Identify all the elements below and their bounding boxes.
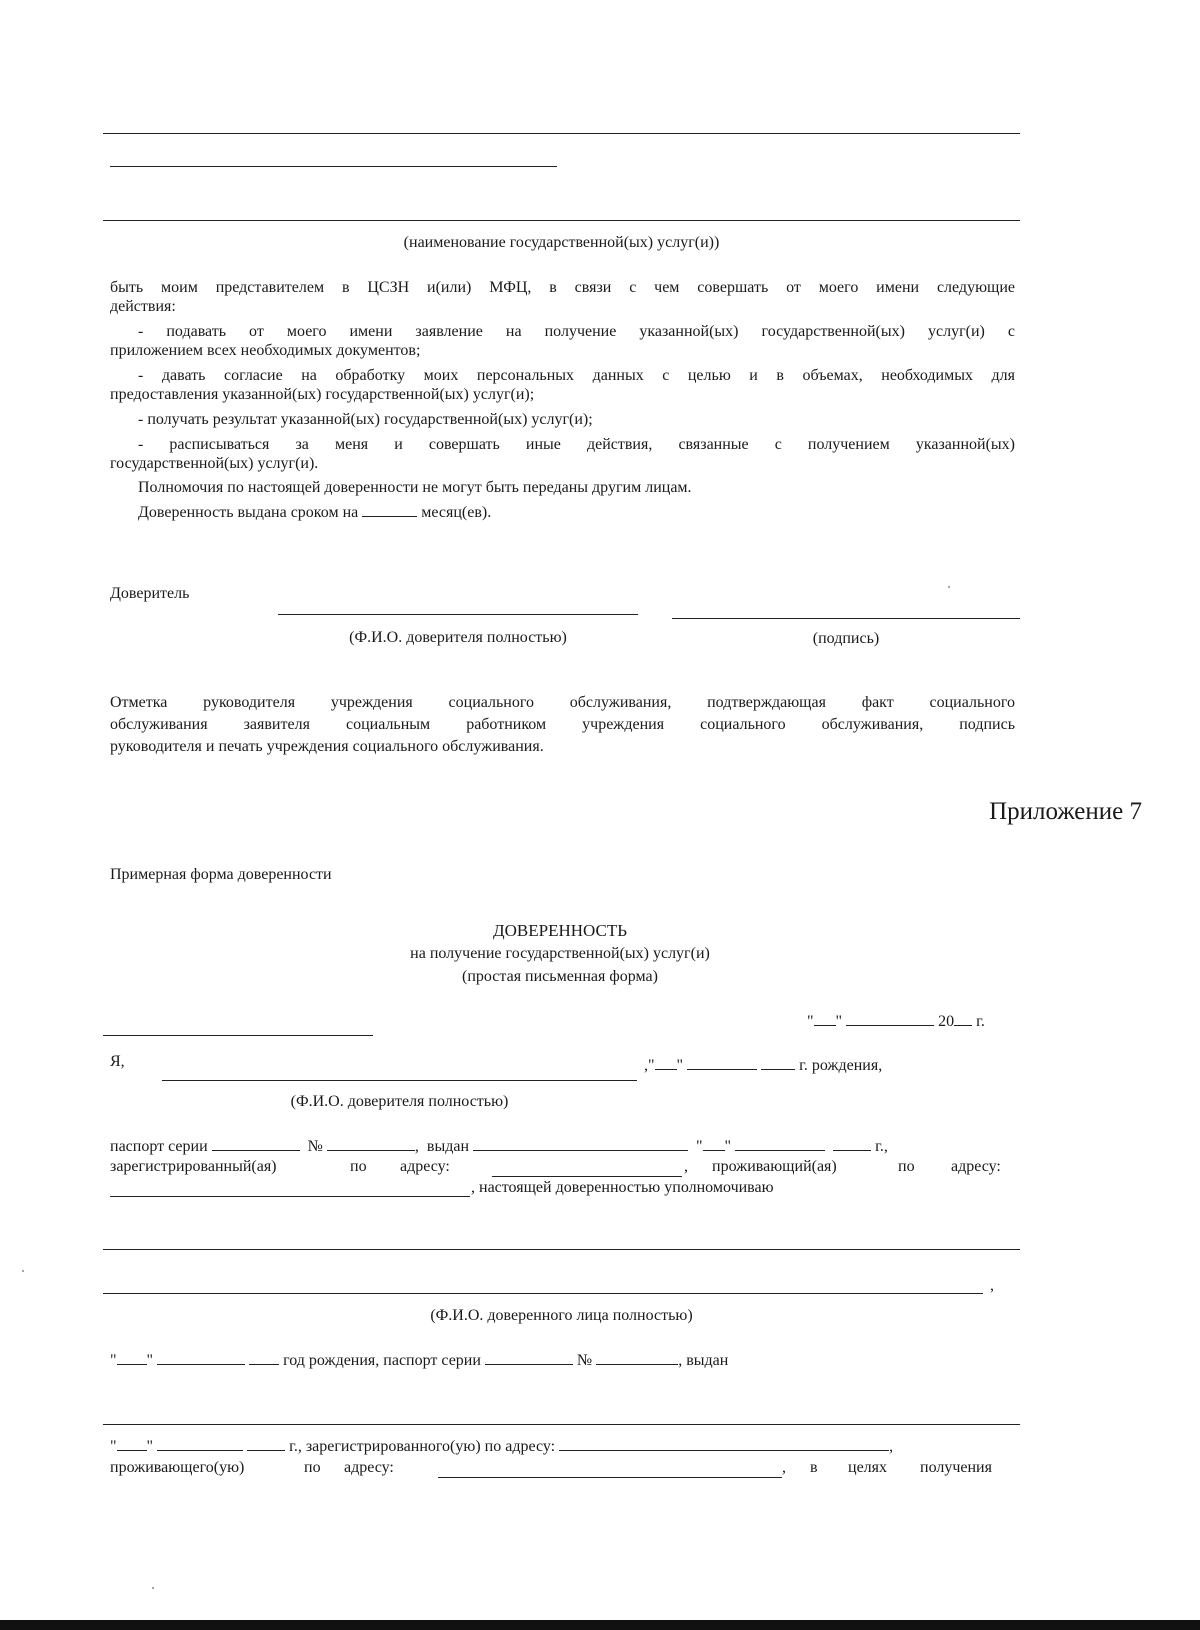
date-line	[807, 1011, 985, 1032]
passport-number-blank	[327, 1136, 415, 1151]
agent-receive: получения	[920, 1459, 992, 1476]
agent-issue-year-blank	[247, 1436, 285, 1451]
residing-address-word: адресу:	[951, 1158, 1001, 1175]
principal-fio-caption-2: (Ф.И.О. доверителя полностью)	[290, 1093, 509, 1110]
principal-signature-line	[672, 618, 1020, 619]
agent-birth-quote-close: "	[146, 1352, 154, 1369]
agent-birth-quote-open: "	[110, 1352, 117, 1369]
agent-blank-line-1	[103, 1249, 1020, 1250]
agent-issue-quote-open: "	[110, 1438, 117, 1455]
note-line3: руководителя и печать учреждения социального обслуживания.	[110, 738, 544, 755]
registered-address-blank	[492, 1176, 682, 1177]
agent-issue-month-blank	[157, 1436, 243, 1451]
issue-quote-close: "	[724, 1138, 732, 1155]
birth-label: г. рождения,	[799, 1057, 883, 1074]
agent-purpose: целях	[848, 1459, 888, 1476]
registered-address-word: адресу:	[400, 1158, 450, 1175]
passport-series-blank	[212, 1136, 300, 1151]
agent-fio-caption: (Ф.И.О. доверенного лица полностью)	[430, 1307, 693, 1324]
agent-issued-label: , выдан	[678, 1352, 729, 1369]
appendix-title: Приложение 7	[989, 798, 1142, 825]
scan-edge-bar	[0, 1620, 1200, 1630]
agent-issue-quote-close: "	[146, 1438, 154, 1455]
para1-line1: быть моим представителем в ЦСЗН и(или) МФЦ, в связи с чем совершать от моего имени следующие	[110, 279, 1015, 296]
agent-birth-passport-label: год рождения, паспорт серии	[283, 1352, 481, 1369]
agent-residing-comma: ,	[782, 1459, 786, 1476]
note-line2: обслуживания заявителя социальным работником учреждения социального обслуживания, подпись	[110, 716, 1015, 733]
issue-year-blank	[833, 1136, 871, 1151]
agent-number-sign: №	[576, 1352, 593, 1369]
issue-quote-open: "	[696, 1138, 703, 1155]
agent-registered-comma: ,	[889, 1438, 894, 1455]
agent-residing-po: по	[304, 1459, 321, 1476]
agent-birth-month-blank	[157, 1350, 245, 1365]
agent-issue-day-blank	[117, 1436, 147, 1451]
passport-series-label: паспорт серии	[110, 1138, 208, 1155]
item4-line2: государственной(ых) услуг(и).	[110, 455, 319, 472]
agent-birth-year-blank	[249, 1350, 279, 1365]
item1-line2: приложением всех необходимых документов;	[110, 342, 421, 359]
agent-blank-line-2	[103, 1293, 983, 1294]
principal-label: Доверитель	[110, 585, 190, 602]
item2-line2: предоставления указанной(ых) государственной(ых) услуг(и);	[110, 386, 535, 403]
blank-line-top-3	[103, 220, 1020, 221]
registered-word: зарегистрированный(ая)	[110, 1158, 277, 1175]
residing-address-blank	[110, 1196, 470, 1197]
principal-fio-line	[278, 614, 638, 615]
birth-quote-open: "	[648, 1057, 655, 1074]
scan-speck	[948, 586, 950, 588]
place-blank-line	[103, 1035, 373, 1036]
term-prefix: Доверенность выдана сроком на	[138, 504, 359, 521]
agent-passport-series-blank	[485, 1350, 573, 1365]
powers-not-transferable: Полномочия по настоящей доверенности не могут быть переданы другим лицам.	[138, 479, 692, 496]
issue-year-abbr: г.,	[875, 1138, 888, 1155]
date-year-blank	[954, 1011, 972, 1026]
date-year-suffix: г.	[976, 1013, 985, 1030]
date-quote-open: "	[807, 1013, 814, 1030]
term-months-blank	[362, 502, 417, 517]
passport-issued-label: выдан	[426, 1138, 470, 1155]
blank-line-top-2	[110, 166, 557, 167]
passport-number-sign: №	[307, 1138, 323, 1155]
agent-passport-line	[110, 1350, 728, 1371]
date-day-blank	[814, 1011, 836, 1026]
agent-issued-blank-line	[103, 1424, 1020, 1425]
principal-fio-line-2	[162, 1080, 637, 1081]
scan-speck	[152, 1587, 154, 1589]
agent-birth-day-blank	[117, 1350, 147, 1365]
term-line	[138, 502, 491, 523]
date-month-blank	[846, 1011, 934, 1026]
birth-quote-close: "	[676, 1057, 684, 1074]
agent-residing-word: проживающего(ую)	[110, 1459, 245, 1476]
birth-comma: ,	[644, 1057, 648, 1074]
agent-registered-label: г., зарегистрированного(ую) по адресу:	[289, 1438, 556, 1455]
doc-subtitle: на получение государственной(ых) услуг(и)	[410, 945, 710, 962]
scan-speck	[22, 1270, 24, 1272]
registered-comma: ,	[684, 1158, 688, 1175]
date-quote-close: "	[835, 1013, 843, 1030]
authorize-text: , настоящей доверенностью уполномочиваю	[471, 1179, 774, 1196]
issue-month-blank	[735, 1136, 825, 1151]
item2-line1: - давать согласие на обработку моих персональных данных с целью и в объемах, необходимых для	[138, 367, 1015, 384]
birth-month-blank	[687, 1055, 757, 1070]
agent-registered-address-blank	[559, 1436, 889, 1451]
doc-title: ДОВЕРЕННОСТЬ	[493, 921, 627, 940]
i-label: Я,	[110, 1053, 125, 1070]
agent-passport-number-blank	[596, 1350, 678, 1365]
residing-word: проживающий(ая)	[712, 1158, 837, 1175]
birth-day-blank	[655, 1055, 677, 1070]
passport-comma: ,	[414, 1138, 419, 1155]
agent-line-comma: ,	[990, 1277, 994, 1294]
birth-date-line	[644, 1055, 882, 1076]
registered-po: по	[350, 1158, 367, 1175]
term-suffix: месяц(ев).	[421, 504, 492, 521]
agent-residing-address-blank	[438, 1477, 782, 1478]
blank-line-top-1	[103, 133, 1020, 134]
para1-line2: действия:	[110, 298, 176, 315]
item1-line1: - подавать от моего имени заявление на получение указанной(ых) государственной(ых) услуг(и) с	[138, 323, 1015, 340]
sample-form-label: Примерная форма доверенности	[110, 866, 332, 883]
doc-form: (простая письменная форма)	[462, 968, 658, 985]
residing-po: по	[898, 1158, 915, 1175]
service-name-caption: (наименование государственной(ых) услуг(и))	[403, 234, 720, 251]
note-line1: Отметка руководителя учреждения социального обслуживания, подтверждающая факт социального	[110, 694, 1015, 711]
principal-fio-caption: (Ф.И.О. доверителя полностью)	[349, 629, 567, 646]
date-year-prefix: 20	[938, 1013, 955, 1030]
birth-year-blank	[761, 1055, 795, 1070]
agent-residing-address-word: адресу:	[344, 1459, 394, 1476]
agent-registered-line	[110, 1436, 893, 1457]
agent-in: в	[810, 1459, 818, 1476]
item4-line1: - расписываться за меня и совершать иные действия, связанные с получением указанной(ых)	[138, 436, 1015, 453]
item3: - получать результат указанной(ых) государственной(ых) услуг(и);	[138, 411, 593, 428]
passport-line	[110, 1136, 888, 1157]
issue-day-blank	[703, 1136, 725, 1151]
principal-signature-caption: (подпись)	[812, 630, 880, 647]
passport-issued-blank	[473, 1136, 688, 1151]
